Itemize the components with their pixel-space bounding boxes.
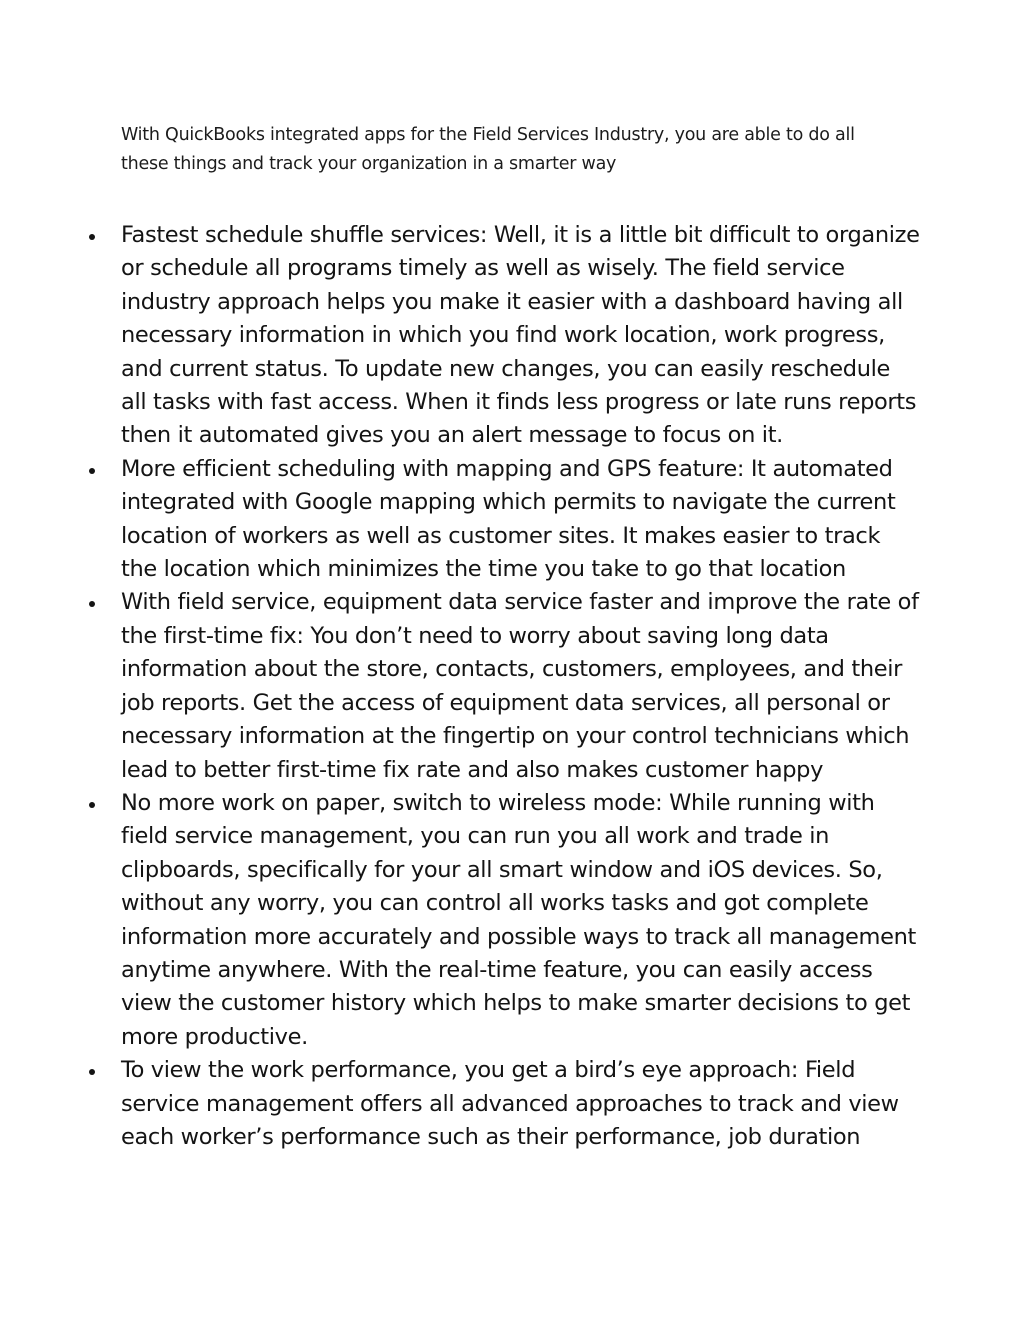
list-item-text: With field service, equipment data service faster and improve the rate of the first-time fix: You don’t need to worry about saving long data information about the store, contacts, customers, employees, and their job reports. Get the access of equipment data services, all personal or necessary information at the fingertip on your control technicians which lead to better first-time fix rate and also makes customer happy <box>121 589 919 783</box>
list-item <box>121 219 921 453</box>
bullet-icon <box>89 234 95 240</box>
intro-paragraph: With QuickBooks integrated apps for the Field Services Industry, you are able to do all these things and track your organization in a smarter way <box>121 125 855 174</box>
bullet-icon <box>89 1069 95 1075</box>
list-item-text: More efficient scheduling with mapping and GPS feature: It automated integrated with Google mapping which permits to navigate the current location of workers as well as customer sites. It makes easier to track the location which minimizes the time you take to go that location <box>121 455 896 583</box>
list-item-text: To view the work performance, you get a bird’s eye approach: Field service management offers all advanced approaches to track and view each worker’s performance such as their performance, job duration <box>121 1057 899 1150</box>
bullet-icon <box>89 601 95 607</box>
list-item-text: Fastest schedule shuffle services: Well, it is a little bit difficult to organize or schedule all programs timely as well as wisely. The field service industry approach helps you make it easier with a dashboard having all necessary information in which you find work location, work progress, and current status. To update new changes, you can easily reschedule all tasks with fast access. When it finds less progress or late runs reports then it automated gives you an alert message to focus on it. <box>121 222 920 449</box>
list-item <box>121 586 921 786</box>
list-item-text: No more work on paper, switch to wireless mode: While running with field service management, you can run you all work and trade in clipboards, specifically for your all smart window and iOS devices. So, without any worry, you can control all works tasks and got complete information more accurately and possible ways to track all management anytime anywhere. With the real-time feature, you can easily access view the customer history which helps to make smarter decisions to get more productive. <box>121 789 916 1050</box>
bullet-icon <box>89 468 95 474</box>
bullet-icon <box>89 802 95 808</box>
list-item <box>121 1054 921 1154</box>
list-item <box>121 787 921 1054</box>
list-item <box>121 453 921 587</box>
feature-bullet-list <box>121 219 921 1154</box>
